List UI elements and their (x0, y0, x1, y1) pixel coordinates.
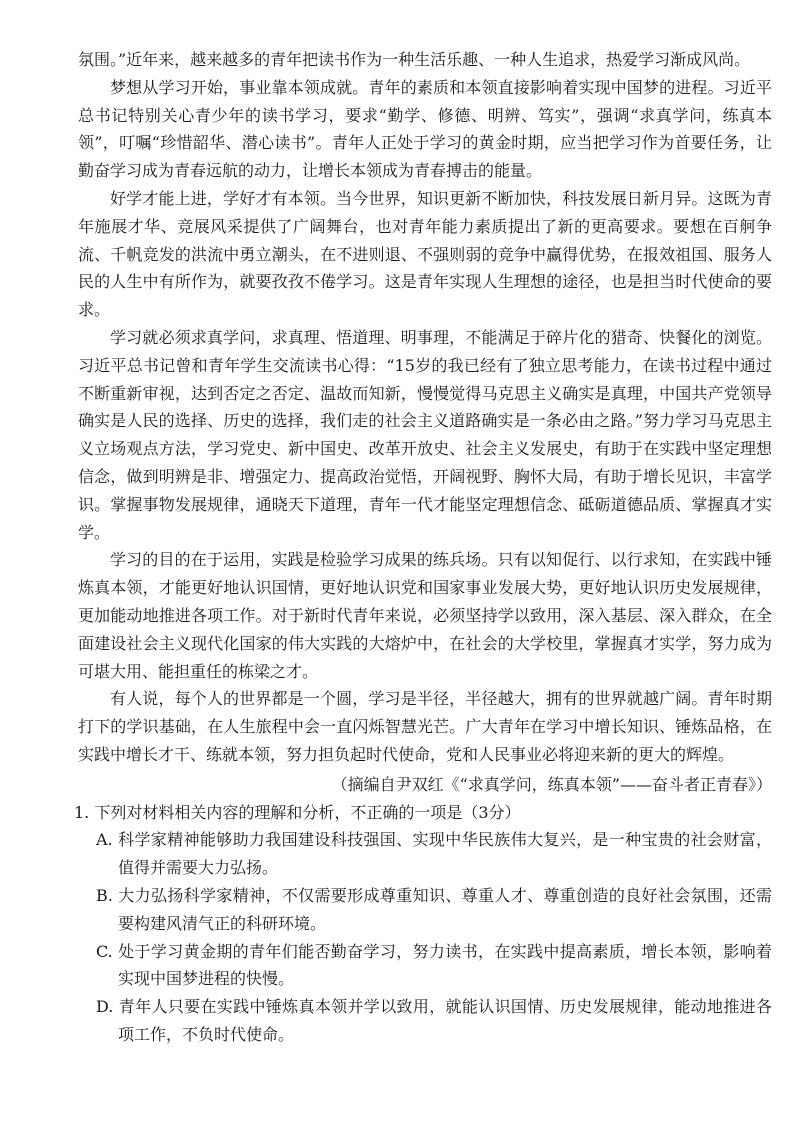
passage-paragraph: 有人说，每个人的世界都是一个圆，学习是半径，半径越大，拥有的世界就越广阔。青年时期打下的学识基础，在人生旅程中会一直闪烁智慧光芒。广大青年在学习中增长知识、锤炼品格，在实践中增长才干、练就本领，努力担负起时代使命，党和人民事业必将迎来新的更大的辉煌。 (78, 689, 772, 764)
passage-paragraph: 梦想从学习开始，事业靠本领成就。青年的素质和本领直接影响着实现中国梦的进程。习近平总书记特别关心青少年的读书学习，要求“勤学、修德、明辨、笃实”，强调“求真学问，练真本领”，叮嘱“珍惜韶华、潜心读书”。青年人正处于学习的黄金时期，应当把学习作为首要任务，让勤奋学习成为青春远航的动力，让增长本领成为青春搏击的能量。 (78, 77, 772, 181)
passage-paragraph: 学习的目的在于运用，实践是检验学习成果的练兵场。只有以知促行、以行求知，在实践中锤炼真本领，才能更好地认识国情，更好地认识党和国家事业发展大势，更好地认识历史发展规律，更加能动地推进各项工作。对于新时代青年来说，必须坚持学以致用，深入基层、深入群众，在全面建设社会主义现代化国家的伟大实践的大熔炉中，在社会的大学校里，掌握真才实学，努力成为可堪大用、能担重任的栋梁之才。 (78, 550, 772, 681)
option-c: C. 处于学习黄金期的青年们能否勤奋学习，努力读书，在实践中提高素质，增长本领，影响着实现中国梦进程的快慢。 (96, 941, 772, 989)
passage-paragraph: 好学才能上进，学好才有本领。当今世界，知识更新不断加快，科技发展日新月异。这既为青年施展才华、竞展风采提供了广阔舞台，也对青年能力素质提出了新的更高要求。要想在百舸争流、千帆竞发的洪流中勇立潮头，在不进则退、不强则弱的竞争中赢得优势，在报效祖国、服务人民的人生中有所作为，就要孜孜不倦学习。这是青年实现人生理想的途径，也是担当时代使命的要求。 (78, 188, 772, 320)
passage-paragraph: 学习就必须求真学问，求真理、悟道理、明事理，不能满足于碎片化的猎奇、快餐化的浏览。习近平总书记曾和青年学生交流读书心得：“15岁的我已经有了独立思考能力，在读书过程中通过不断重新审视，达到否定之否定、温故而知新，慢慢觉得马克思主义确实是真理，中国共产党领导确实是人民的选择、历史的选择，我们走的社会主义道路确实是一条必由之路。”努力学习马克思主义立场观点方法，学习党史、新中国史、改革开放史、社会主义发展史，有助于在实践中坚定理想信念，做到明辨是非、增强定力、提高政治觉悟，开阔视野、胸怀大局，有助于增长见识，丰富学识。掌握事物发展规律，通晓天下道理，青年一代才能坚定理想信念、砥砺道德品质、掌握真才实学。 (78, 327, 772, 542)
exam-page (74, 46, 772, 1049)
option-a: A. 科学家精神能够助力我国建设科技强国、实现中华民族伟大复兴，是一种宝贵的社会财富，值得并需要大力弘扬。 (96, 830, 772, 878)
question-stem: 1. 下列对材料相关内容的理解和分析，不正确的一项是（3分） (74, 802, 521, 822)
reading-passage (78, 46, 772, 799)
option-b: B. 大力弘扬科学家精神，不仅需要形成尊重知识、尊重人才、尊重创造的良好社会氛围，还需要构建风清气正的科研环境。 (96, 885, 772, 933)
passage-paragraph: 氛围。”近年来，越来越多的青年把读书作为一种生活乐趣、一种人生追求，热爱学习渐成风尚。 (78, 50, 751, 69)
question-1 (74, 799, 772, 1049)
passage-source: （摘编自尹双红《“求真学问，练真本领”——奋斗者正青春》） (331, 774, 772, 794)
option-d: D. 青年人只要在实践中锤炼真本领并学以致用，就能认识国情、历史发展规律，能动地推进各项工作，不负时代使命。 (96, 997, 772, 1044)
